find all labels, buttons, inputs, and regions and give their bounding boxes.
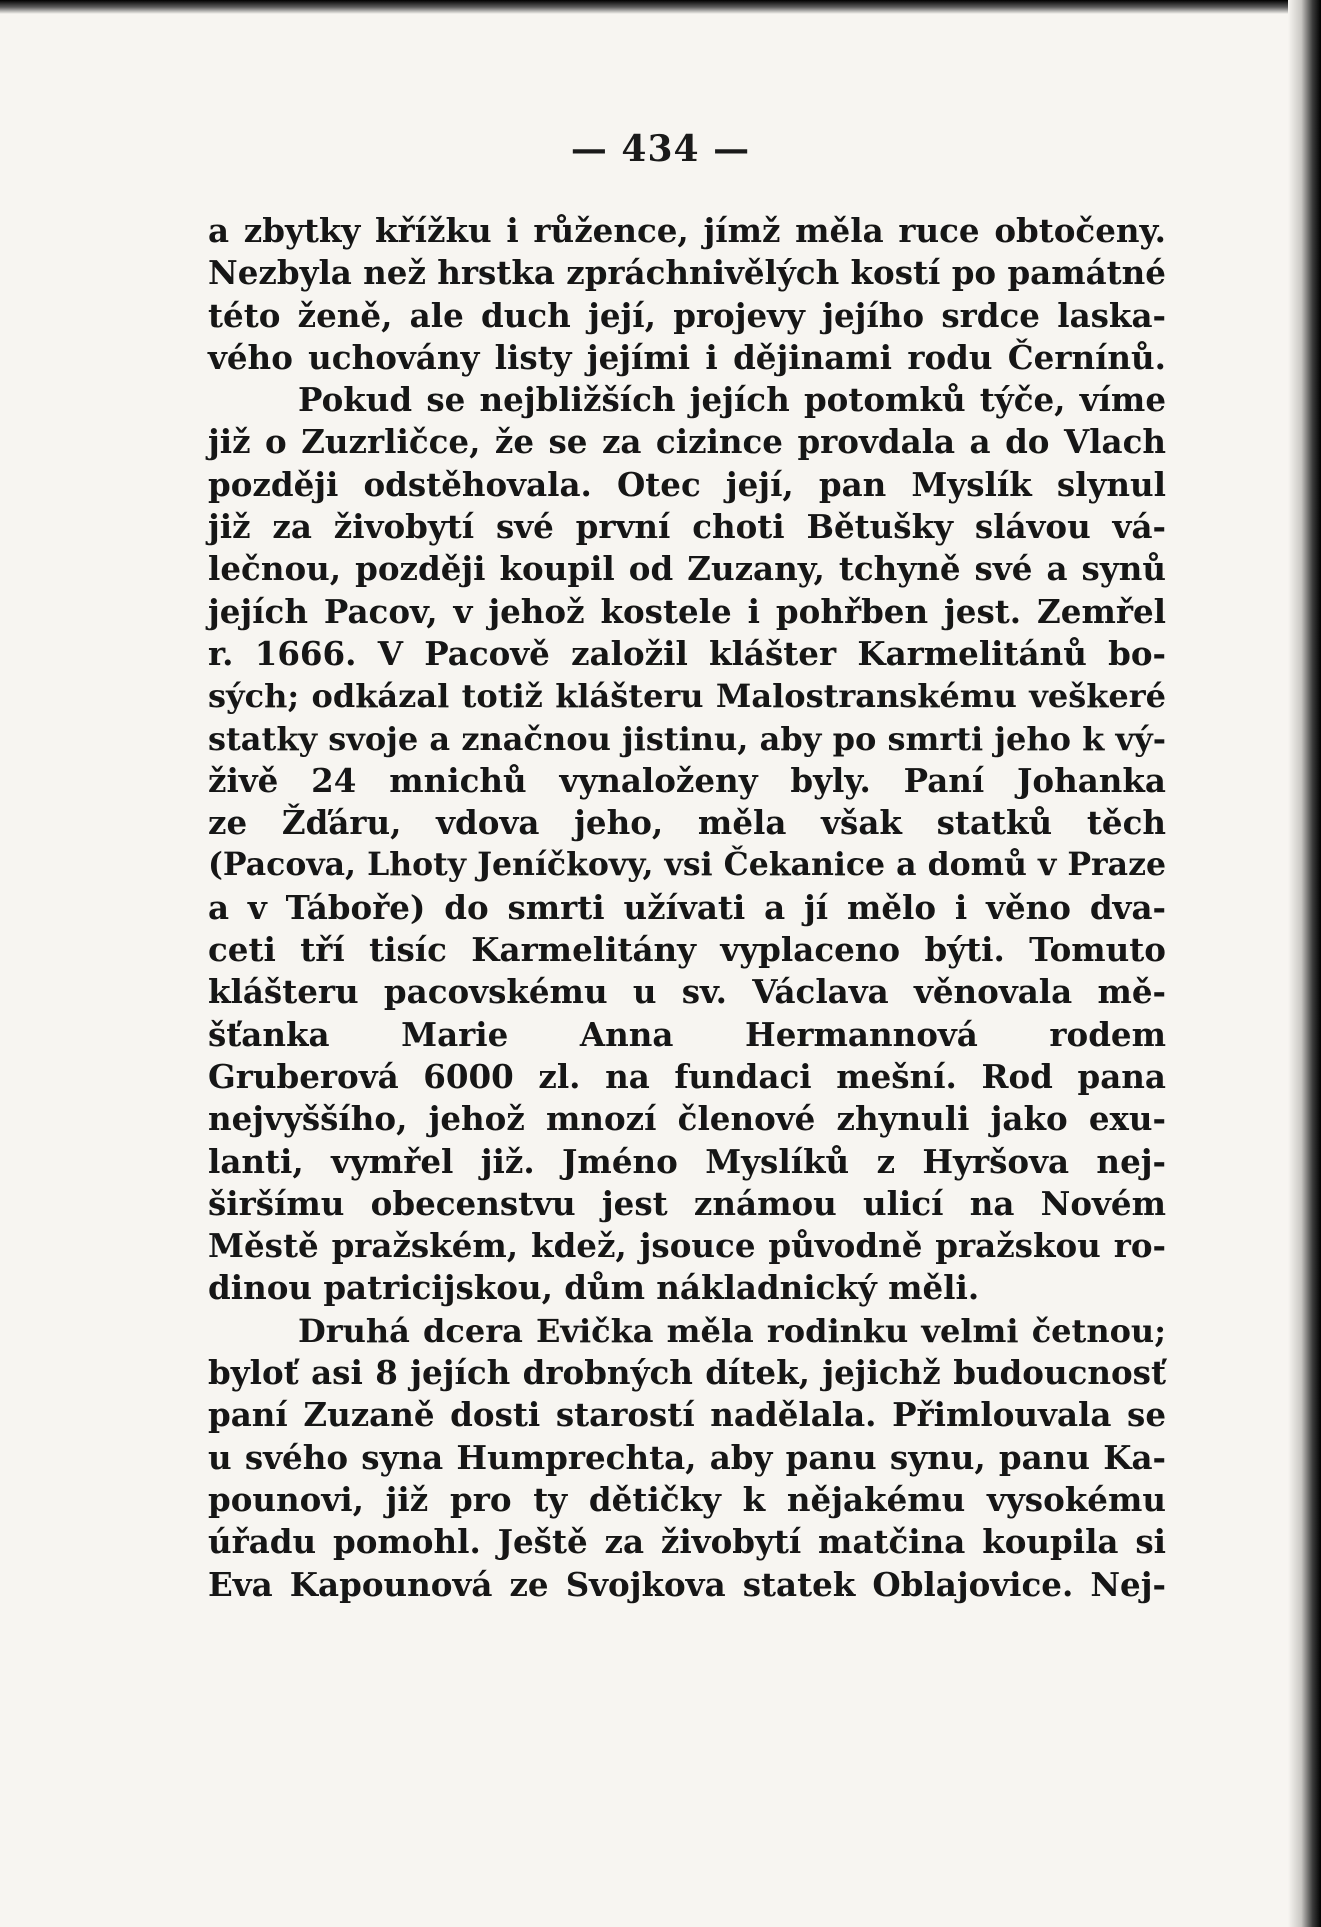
text-line: ceti tří tisíc Karmelitány vyplaceno býti. Tomuto — [208, 930, 1166, 970]
scan-top-edge — [0, 0, 1321, 14]
text-line: sých; odkázal totiž klášteru Malostranskému veškeré — [208, 677, 1166, 716]
text-line: ze Žďáru, vdova jeho, měla však statků těch — [208, 803, 1166, 843]
text-line: širšímu obecenstvu jest známou ulicí na Novém — [208, 1183, 1166, 1223]
body-text — [208, 210, 1166, 1606]
text-line: u svého syna Humprechta, aby panu synu, panu Ka- — [208, 1437, 1166, 1477]
text-line: (Pacova, Lhoty Jeníčkovy, vsi Čekanice a domů v Praze — [208, 846, 1166, 884]
text-line: a v Táboře) do smrti užívati a jí mělo i věno dva- — [208, 887, 1166, 927]
text-line: lanti, vymřel již. Jméno Myslíků z Hyršova nej- — [208, 1141, 1166, 1181]
text-line: dinou patricijskou, dům nákladnický měli. — [208, 1268, 980, 1308]
text-line: Gruberová 6000 zl. na fundaci mešní. Rod pana — [208, 1056, 1166, 1096]
text-line: lečnou, později koupil od Zuzany, tchyně své a synů — [208, 549, 1166, 589]
text-line: Pokud se nejbližších jejích potomků týče, víme — [298, 380, 1166, 420]
scan-right-edge — [1288, 0, 1321, 1927]
text-line: klášteru pacovskému u sv. Václava věnovala mě- — [208, 972, 1166, 1012]
text-line: již za živobytí své první choti Bětušky slávou vá- — [208, 507, 1166, 547]
text-line: této ženě, ale duch její, projevy jejího srdce laska- — [208, 295, 1166, 335]
page-number: — 434 — — [570, 128, 751, 170]
text-line: Eva Kapounová ze Svojkova statek Oblajovice. Nej- — [208, 1564, 1166, 1604]
text-line: živě 24 mnichů vynaloženy byly. Paní Johanka — [208, 760, 1166, 800]
text-line: později odstěhovala. Otec její, pan Myslík slynul — [208, 464, 1166, 504]
text-line: Nezbyla než hrstka zpráchnivělých kostí po památné — [208, 253, 1166, 293]
text-line: a zbytky křížku i růžence, jímž měla ruce obtočeny. — [208, 211, 1166, 250]
text-line: statky svoje a značnou jistinu, aby po smrti jeho k vý- — [208, 719, 1166, 758]
text-line: vého uchovány listy jejími i dějinami rodu Černínů. — [208, 337, 1166, 377]
text-line: Městě pražském, kdež, jsouce původně pražskou ro- — [208, 1226, 1166, 1266]
text-line: Druhá dcera Evička měla rodinku velmi četnou; — [298, 1311, 1166, 1350]
text-line: byloť asi 8 jejích drobných dítek, jejichž budoucnosť — [208, 1353, 1166, 1393]
text-line: jejích Pacov, v jehož kostele i pohřben jest. Zemřel — [208, 591, 1166, 631]
text-line: již o Zuzrličce, že se za cizince provdala a do Vlach — [208, 422, 1166, 462]
text-line: úřadu pomohl. Ještě za živobytí matčina koupila si — [208, 1522, 1166, 1562]
text-line: paní Zuzaně dosti starostí nadělala. Přimlouvala se — [208, 1395, 1166, 1435]
text-line: šťanka Marie Anna Hermannová rodem — [208, 1014, 1166, 1054]
text-line: r. 1666. V Pacově založil klášter Karmelitánů bo- — [208, 633, 1166, 673]
text-line: nejvyššího, jehož mnozí členové zhynuli jako exu- — [208, 1099, 1166, 1139]
text-line: pounovi, již pro ty dětičky k nějakému vysokému — [208, 1479, 1166, 1519]
